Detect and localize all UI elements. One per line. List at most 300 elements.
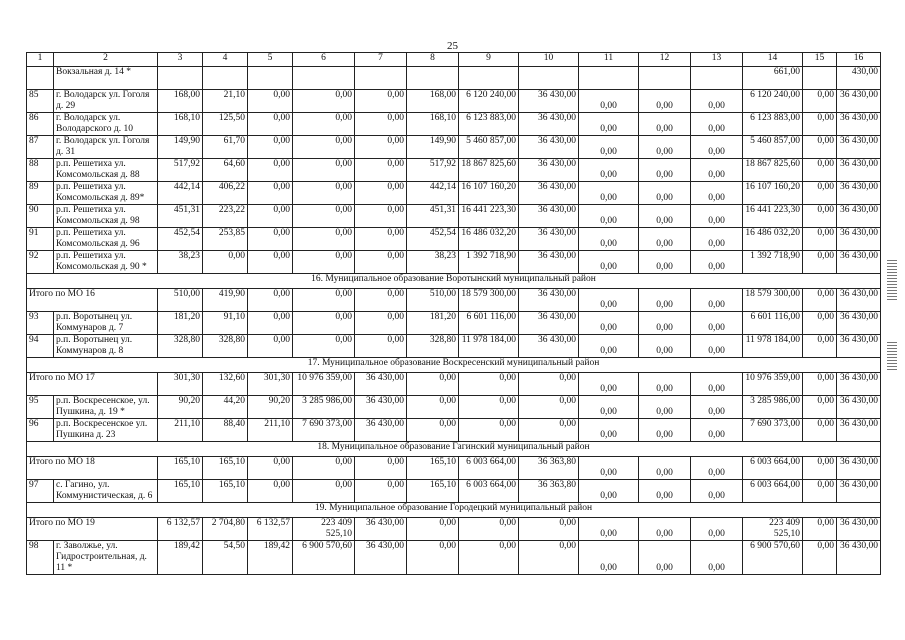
- table-cell: 0,00: [579, 289, 639, 312]
- row-number: 86: [27, 113, 54, 136]
- row-number: 89: [27, 182, 54, 205]
- table-cell: 36 430,00: [837, 518, 881, 541]
- table-cell: 0,00: [803, 205, 837, 228]
- table-cell: 36 430,00: [519, 335, 579, 358]
- table-cell: 6 003 664,00: [459, 457, 519, 480]
- table-cell: 0,00: [248, 457, 293, 480]
- table-cell: 0,00: [579, 113, 639, 136]
- table-cell: 16 486 032,20: [459, 228, 519, 251]
- table-row: [27, 541, 881, 575]
- total-label: Итого по МО 19: [27, 518, 158, 541]
- table-cell: 0,00: [691, 541, 743, 575]
- table-cell: 0,00: [355, 457, 407, 480]
- table-cell: 0,00: [639, 90, 691, 113]
- table-cell: 0,00: [691, 480, 743, 503]
- table-cell: 451,31: [407, 205, 459, 228]
- table-cell: 406,22: [203, 182, 248, 205]
- table-cell: 36 430,00: [837, 480, 881, 503]
- total-row: [27, 518, 881, 541]
- table-cell: 0,00: [355, 480, 407, 503]
- table-cell: 3 285 986,00: [743, 396, 803, 419]
- table-cell: 0,00: [639, 159, 691, 182]
- column-header: 13: [691, 53, 743, 67]
- table-cell: 0,00: [459, 541, 519, 575]
- table-cell: 36 430,00: [837, 182, 881, 205]
- table-cell: 0,00: [639, 373, 691, 396]
- table-cell: [158, 67, 203, 90]
- table-cell: 61,70: [203, 136, 248, 159]
- table-cell: 16 107 160,20: [459, 182, 519, 205]
- table-cell: 181,20: [407, 312, 459, 335]
- table-cell: 0,00: [355, 289, 407, 312]
- table-cell: 0,00: [459, 419, 519, 442]
- table-cell: [293, 67, 355, 90]
- table-cell: 6 601 116,00: [459, 312, 519, 335]
- table-cell: 0,00: [248, 205, 293, 228]
- table-cell: 211,10: [248, 419, 293, 442]
- column-header: 15: [803, 53, 837, 67]
- address-cell: Вокзальная д. 14 *: [54, 67, 158, 90]
- total-label: Итого по МО 18: [27, 457, 158, 480]
- table-cell: 0,00: [293, 136, 355, 159]
- table-cell: 0,00: [803, 159, 837, 182]
- column-header: 16: [837, 53, 881, 67]
- table-cell: 6 900 570,60: [293, 541, 355, 575]
- table-cell: 36 430,00: [837, 396, 881, 419]
- table-cell: [407, 67, 459, 90]
- column-header: 2: [54, 53, 158, 67]
- table-cell: 189,42: [248, 541, 293, 575]
- table-cell: 125,50: [203, 113, 248, 136]
- table-cell: 6 900 570,60: [743, 541, 803, 575]
- table-cell: 10 976 359,00: [293, 373, 355, 396]
- table-cell: 0,00: [293, 335, 355, 358]
- table-cell: 165,10: [407, 457, 459, 480]
- row-number: 88: [27, 159, 54, 182]
- table-cell: 442,14: [158, 182, 203, 205]
- table-cell: 661,00: [743, 67, 803, 90]
- table-cell: 0,00: [691, 159, 743, 182]
- table-cell: 189,42: [158, 541, 203, 575]
- table-cell: 0,00: [459, 373, 519, 396]
- table-cell: 0,00: [579, 90, 639, 113]
- table-cell: 442,14: [407, 182, 459, 205]
- table-cell: 0,00: [691, 312, 743, 335]
- table-cell: 0,00: [803, 228, 837, 251]
- table-cell: 168,00: [158, 90, 203, 113]
- housing-program-table: [26, 52, 881, 575]
- row-number: 90: [27, 205, 54, 228]
- table-cell: 6 003 664,00: [459, 480, 519, 503]
- table-cell: 36 430,00: [519, 312, 579, 335]
- table-cell: 0,00: [248, 136, 293, 159]
- table-cell: 0,00: [803, 480, 837, 503]
- table-cell: 36 430,00: [519, 205, 579, 228]
- table-cell: 64,60: [203, 159, 248, 182]
- table-cell: 0,00: [293, 457, 355, 480]
- table-cell: 452,54: [407, 228, 459, 251]
- address-cell: г. Володарск ул. Гоголя д. 29: [54, 90, 158, 113]
- table-cell: 36 430,00: [355, 396, 407, 419]
- table-cell: 253,85: [203, 228, 248, 251]
- row-number: 93: [27, 312, 54, 335]
- table-cell: 0,00: [691, 457, 743, 480]
- row-number: 96: [27, 419, 54, 442]
- table-cell: 36 430,00: [837, 159, 881, 182]
- table-row: [27, 335, 881, 358]
- table-cell: 0,00: [459, 518, 519, 541]
- column-header: 10: [519, 53, 579, 67]
- table-cell: 0,00: [639, 136, 691, 159]
- table-cell: 165,10: [158, 480, 203, 503]
- column-header: 6: [293, 53, 355, 67]
- total-label: Итого по МО 16: [27, 289, 158, 312]
- table-cell: 0,00: [579, 518, 639, 541]
- column-header: 5: [248, 53, 293, 67]
- table-cell: 88,40: [203, 419, 248, 442]
- table-cell: 165,10: [203, 480, 248, 503]
- table-cell: 0,00: [691, 251, 743, 274]
- table-cell: 3 285 986,00: [293, 396, 355, 419]
- table-cell: 223 409 525,10: [743, 518, 803, 541]
- address-cell: р.п. Воскресенское ул. Пушкина д. 23: [54, 419, 158, 442]
- total-row: [27, 289, 881, 312]
- table-cell: 91,10: [203, 312, 248, 335]
- table-cell: 0,00: [248, 251, 293, 274]
- table-cell: 6 003 664,00: [743, 457, 803, 480]
- table-cell: 0,00: [579, 228, 639, 251]
- table-cell: 0,00: [248, 335, 293, 358]
- row-number: 85: [27, 90, 54, 113]
- table-cell: 0,00: [579, 480, 639, 503]
- table-cell: 0,00: [691, 228, 743, 251]
- table-cell: 328,80: [158, 335, 203, 358]
- scan-artifact: [887, 260, 897, 300]
- table-cell: 0,00: [639, 205, 691, 228]
- table-cell: 0,00: [407, 518, 459, 541]
- table-cell: 328,80: [203, 335, 248, 358]
- table-cell: 36 363,80: [519, 457, 579, 480]
- table-cell: 0,00: [355, 228, 407, 251]
- table-cell: 0,00: [293, 113, 355, 136]
- table-cell: 36 430,00: [837, 136, 881, 159]
- table-cell: 0,00: [803, 518, 837, 541]
- section-heading-row: [27, 274, 881, 289]
- table-cell: 0,00: [639, 335, 691, 358]
- table-cell: 165,10: [158, 457, 203, 480]
- table-cell: [803, 67, 837, 90]
- address-cell: р.п. Воскресенское, ул. Пушкина, д. 19 *: [54, 396, 158, 419]
- table-cell: 6 601 116,00: [743, 312, 803, 335]
- table-cell: 11 978 184,00: [459, 335, 519, 358]
- table-cell: 36 430,00: [837, 205, 881, 228]
- table-cell: 301,30: [248, 373, 293, 396]
- table-cell: 149,90: [407, 136, 459, 159]
- table-cell: 0,00: [579, 335, 639, 358]
- table-cell: 517,92: [158, 159, 203, 182]
- table-cell: 165,10: [203, 457, 248, 480]
- table-cell: 36 430,00: [837, 457, 881, 480]
- table-cell: 0,00: [803, 251, 837, 274]
- row-number: 94: [27, 335, 54, 358]
- table-cell: [691, 67, 743, 90]
- table-cell: 0,00: [355, 251, 407, 274]
- table-cell: 18 867 825,60: [459, 159, 519, 182]
- table-cell: 0,00: [691, 90, 743, 113]
- column-header: 8: [407, 53, 459, 67]
- table-cell: 36 430,00: [837, 335, 881, 358]
- table-row: [27, 182, 881, 205]
- table-row: [27, 480, 881, 503]
- table-cell: 1 392 718,90: [459, 251, 519, 274]
- table-row: [27, 419, 881, 442]
- row-number: 97: [27, 480, 54, 503]
- table-cell: 36 430,00: [837, 373, 881, 396]
- table-cell: 44,20: [203, 396, 248, 419]
- table-cell: 0,00: [803, 541, 837, 575]
- table-cell: 0,00: [579, 182, 639, 205]
- table-cell: 36 430,00: [837, 251, 881, 274]
- table-cell: 6 123 883,00: [743, 113, 803, 136]
- address-cell: р.п. Воротынец ул. Коммунаров д. 8: [54, 335, 158, 358]
- table-cell: 0,00: [639, 518, 691, 541]
- table-cell: 517,92: [407, 159, 459, 182]
- table-cell: 36 430,00: [355, 541, 407, 575]
- table-cell: 11 978 184,00: [743, 335, 803, 358]
- table-cell: 132,60: [203, 373, 248, 396]
- table-cell: 36 430,00: [519, 251, 579, 274]
- table-cell: 0,00: [519, 396, 579, 419]
- table-cell: 0,00: [579, 396, 639, 419]
- section-heading-row: [27, 503, 881, 518]
- table-cell: 0,00: [691, 136, 743, 159]
- table-cell: 451,31: [158, 205, 203, 228]
- table-cell: 36 430,00: [837, 228, 881, 251]
- address-cell: р.п. Решетиха ул. Комсомольская д. 96: [54, 228, 158, 251]
- table-cell: 0,00: [519, 373, 579, 396]
- table-cell: 0,00: [639, 541, 691, 575]
- table-cell: 0,00: [293, 289, 355, 312]
- table-cell: 0,00: [691, 373, 743, 396]
- table-cell: 36 430,00: [519, 136, 579, 159]
- table-cell: 18 867 825,60: [743, 159, 803, 182]
- table-cell: 18 579 300,00: [459, 289, 519, 312]
- table-cell: 0,00: [691, 396, 743, 419]
- table-cell: 36 363,80: [519, 480, 579, 503]
- table-row: [27, 90, 881, 113]
- table-cell: 430,00: [837, 67, 881, 90]
- table-cell: 6 003 664,00: [743, 480, 803, 503]
- table-cell: 0,00: [355, 159, 407, 182]
- table-cell: [355, 67, 407, 90]
- table-cell: 0,00: [803, 396, 837, 419]
- address-cell: р.п. Воротынец ул. Коммунаров д. 7: [54, 312, 158, 335]
- table-cell: 0,00: [691, 419, 743, 442]
- table-cell: 0,00: [691, 518, 743, 541]
- table-cell: 0,00: [407, 373, 459, 396]
- address-cell: г. Заволжье, ул. Гидростроительная, д. 11 *: [54, 541, 158, 575]
- table-cell: 0,00: [519, 518, 579, 541]
- table-cell: 0,00: [293, 312, 355, 335]
- table-cell: 6 120 240,00: [459, 90, 519, 113]
- table-cell: 0,00: [248, 228, 293, 251]
- table-cell: 0,00: [293, 228, 355, 251]
- table-cell: 90,20: [158, 396, 203, 419]
- table-cell: 36 430,00: [519, 159, 579, 182]
- table-cell: 0,00: [639, 251, 691, 274]
- row-number: 95: [27, 396, 54, 419]
- table-cell: 0,00: [803, 335, 837, 358]
- table-cell: [519, 67, 579, 90]
- table-cell: 0,00: [579, 457, 639, 480]
- table-cell: 16 441 223,30: [459, 205, 519, 228]
- table-cell: 0,00: [293, 159, 355, 182]
- column-header: 3: [158, 53, 203, 67]
- section-title: 17. Муниципальное образование Воскресенский муниципальный район: [27, 358, 881, 373]
- table-cell: 54,50: [203, 541, 248, 575]
- table-row: [27, 251, 881, 274]
- table-cell: 452,54: [158, 228, 203, 251]
- table-row: [27, 136, 881, 159]
- table-row: [27, 159, 881, 182]
- table-cell: 36 430,00: [519, 113, 579, 136]
- table-cell: 36 430,00: [837, 541, 881, 575]
- table-cell: 510,00: [158, 289, 203, 312]
- page-number: 25: [447, 40, 458, 52]
- table-cell: 0,00: [803, 90, 837, 113]
- table-row: [27, 205, 881, 228]
- table-cell: 0,00: [639, 312, 691, 335]
- row-number: 87: [27, 136, 54, 159]
- table-cell: 0,00: [579, 136, 639, 159]
- table-cell: 0,00: [248, 480, 293, 503]
- table-cell: 223 409 525,10: [293, 518, 355, 541]
- address-cell: с. Гагино, ул. Коммунистическая, д. 6: [54, 480, 158, 503]
- table-cell: 0,00: [639, 289, 691, 312]
- column-header: 7: [355, 53, 407, 67]
- table-cell: 6 132,57: [158, 518, 203, 541]
- table-cell: 90,20: [248, 396, 293, 419]
- table-cell: 0,00: [519, 419, 579, 442]
- table-cell: 36 430,00: [355, 373, 407, 396]
- table-cell: 0,00: [803, 136, 837, 159]
- table-cell: 38,23: [407, 251, 459, 274]
- table-cell: 0,00: [293, 205, 355, 228]
- table-cell: 0,00: [803, 113, 837, 136]
- table-cell: 301,30: [158, 373, 203, 396]
- table-cell: 168,10: [158, 113, 203, 136]
- table-cell: 36 430,00: [837, 289, 881, 312]
- table-cell: 0,00: [579, 159, 639, 182]
- table-cell: 510,00: [407, 289, 459, 312]
- table-row: [27, 67, 881, 90]
- table-row: [27, 396, 881, 419]
- table-cell: 36 430,00: [519, 182, 579, 205]
- table-cell: 0,00: [355, 335, 407, 358]
- table-cell: 0,00: [579, 541, 639, 575]
- table-cell: 0,00: [579, 312, 639, 335]
- table-cell: 0,00: [691, 289, 743, 312]
- table-cell: 223,22: [203, 205, 248, 228]
- table-cell: 0,00: [803, 457, 837, 480]
- address-cell: р.п. Решетиха ул. Комсомольская д. 98: [54, 205, 158, 228]
- table-cell: [579, 67, 639, 90]
- table-cell: 6 120 240,00: [743, 90, 803, 113]
- address-cell: р.п. Решетиха ул. Комсомольская д. 89*: [54, 182, 158, 205]
- table-cell: 36 430,00: [519, 289, 579, 312]
- table-cell: 0,00: [579, 373, 639, 396]
- section-title: 16. Муниципальное образование Воротынский муниципальный район: [27, 274, 881, 289]
- table-cell: 0,00: [691, 182, 743, 205]
- address-cell: р.п. Решетиха ул. Комсомольская д. 90 *: [54, 251, 158, 274]
- table-cell: 0,00: [803, 289, 837, 312]
- table-row: [27, 113, 881, 136]
- table-cell: [203, 67, 248, 90]
- table-cell: 149,90: [158, 136, 203, 159]
- table-cell: 0,00: [803, 419, 837, 442]
- table-cell: [248, 67, 293, 90]
- table-cell: 5 460 857,00: [459, 136, 519, 159]
- column-header: 4: [203, 53, 248, 67]
- table-cell: 165,10: [407, 480, 459, 503]
- table-cell: 6 132,57: [248, 518, 293, 541]
- row-number: 91: [27, 228, 54, 251]
- section-title: 19. Муниципальное образование Городецкий муниципальный район: [27, 503, 881, 518]
- table-cell: 0,00: [407, 419, 459, 442]
- table-cell: 0,00: [248, 113, 293, 136]
- table-cell: 0,00: [519, 541, 579, 575]
- table-cell: 0,00: [691, 335, 743, 358]
- row-number: 92: [27, 251, 54, 274]
- table-cell: 0,00: [579, 205, 639, 228]
- table-cell: 0,00: [803, 373, 837, 396]
- table-row: [27, 312, 881, 335]
- table-cell: 38,23: [158, 251, 203, 274]
- table-cell: 0,00: [248, 182, 293, 205]
- table-cell: [459, 67, 519, 90]
- table-cell: 0,00: [355, 205, 407, 228]
- table-cell: 0,00: [407, 541, 459, 575]
- row-number: 98: [27, 541, 54, 575]
- table-cell: 0,00: [803, 312, 837, 335]
- table-cell: 36 430,00: [837, 419, 881, 442]
- table-cell: 0,00: [639, 457, 691, 480]
- column-header: 1: [27, 53, 54, 67]
- section-heading-row: [27, 358, 881, 373]
- table-cell: 2 704,80: [203, 518, 248, 541]
- table-cell: 211,10: [158, 419, 203, 442]
- table-cell: 36 430,00: [837, 312, 881, 335]
- table-cell: 0,00: [407, 396, 459, 419]
- section-heading-row: [27, 442, 881, 457]
- table-cell: 10 976 359,00: [743, 373, 803, 396]
- table-cell: 36 430,00: [837, 113, 881, 136]
- table-cell: 168,00: [407, 90, 459, 113]
- table-cell: 0,00: [355, 90, 407, 113]
- table-cell: 36 430,00: [519, 228, 579, 251]
- table-cell: 1 392 718,90: [743, 251, 803, 274]
- table-cell: 5 460 857,00: [743, 136, 803, 159]
- table-row: [27, 228, 881, 251]
- table-cell: 0,00: [293, 480, 355, 503]
- table-cell: 0,00: [639, 113, 691, 136]
- table-cell: 0,00: [639, 396, 691, 419]
- section-title: 18. Муниципальное образование Гагинский муниципальный район: [27, 442, 881, 457]
- table-cell: 0,00: [248, 159, 293, 182]
- table-cell: 0,00: [639, 182, 691, 205]
- table-cell: 0,00: [579, 419, 639, 442]
- table-cell: 328,80: [407, 335, 459, 358]
